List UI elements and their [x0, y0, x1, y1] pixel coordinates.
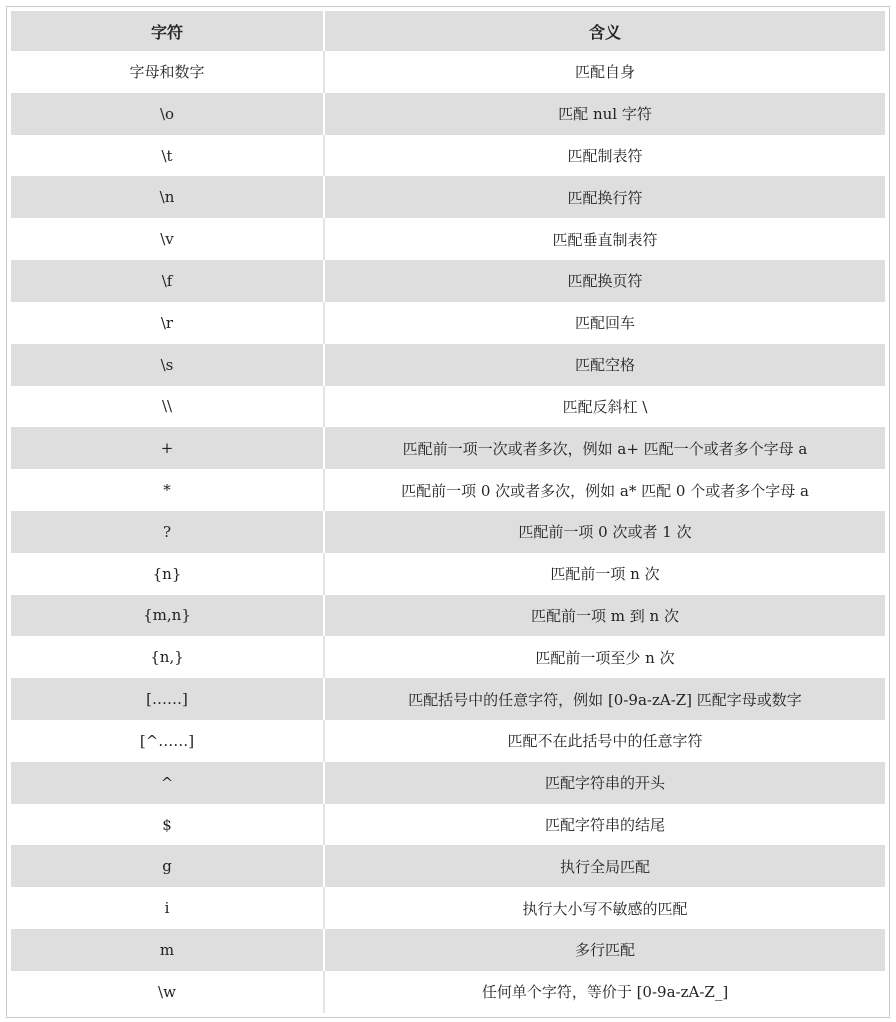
char-cell: ^ — [11, 762, 325, 804]
meaning-cell: 匹配前一项 n 次 — [325, 553, 885, 595]
char-cell: $ — [11, 804, 325, 846]
char-cell: {n} — [11, 553, 325, 595]
meaning-cell: 匹配括号中的任意字符，例如 [0-9a-zA-Z] 匹配字母或数字 — [325, 678, 885, 720]
meaning-cell: 匹配换页符 — [325, 260, 885, 302]
meaning-cell: 匹配制表符 — [325, 135, 885, 177]
meaning-cell: 匹配前一项至少 n 次 — [325, 636, 885, 678]
table-row — [11, 762, 885, 804]
char-cell: \f — [11, 260, 325, 302]
table-row — [11, 302, 885, 344]
meaning-cell: 匹配垂直制表符 — [325, 218, 885, 260]
meaning-cell: 匹配前一项一次或者多次，例如 a+ 匹配一个或者多个字母 a — [325, 427, 885, 469]
table-row — [11, 595, 885, 637]
table-row — [11, 929, 885, 971]
table-row — [11, 51, 885, 93]
meaning-cell: 执行大小写不敏感的匹配 — [325, 887, 885, 929]
meaning-cell: 匹配不在此括号中的任意字符 — [325, 720, 885, 762]
table-header-row — [11, 11, 885, 51]
meaning-cell: 匹配换行符 — [325, 176, 885, 218]
table-row — [11, 678, 885, 720]
char-cell: \v — [11, 218, 325, 260]
table-row — [11, 887, 885, 929]
table-row — [11, 218, 885, 260]
char-cell: \o — [11, 93, 325, 135]
header-char: 字符 — [11, 11, 325, 51]
char-cell: {n,} — [11, 636, 325, 678]
table-row — [11, 720, 885, 762]
char-cell: \n — [11, 176, 325, 218]
table-row — [11, 636, 885, 678]
meaning-cell: 匹配回车 — [325, 302, 885, 344]
char-cell: \w — [11, 971, 325, 1013]
meaning-cell: 匹配前一项 0 次或者 1 次 — [325, 511, 885, 553]
header-meaning: 含义 — [325, 11, 885, 51]
table-row — [11, 386, 885, 428]
meaning-cell: 匹配前一项 m 到 n 次 — [325, 595, 885, 637]
meaning-cell: 匹配空格 — [325, 344, 885, 386]
table-row — [11, 511, 885, 553]
char-cell: 字母和数字 — [11, 51, 325, 93]
char-cell: [……] — [11, 678, 325, 720]
char-cell: [^……] — [11, 720, 325, 762]
table-row — [11, 971, 885, 1013]
char-cell: m — [11, 929, 325, 971]
char-cell: g — [11, 845, 325, 887]
meaning-cell: 多行匹配 — [325, 929, 885, 971]
table-row — [11, 176, 885, 218]
table-row — [11, 135, 885, 177]
char-cell: i — [11, 887, 325, 929]
table-row — [11, 427, 885, 469]
table-row — [11, 93, 885, 135]
meaning-cell: 匹配字符串的开头 — [325, 762, 885, 804]
meaning-cell: 执行全局匹配 — [325, 845, 885, 887]
table-row — [11, 344, 885, 386]
table-row — [11, 804, 885, 846]
regex-reference-table-frame — [6, 6, 890, 1018]
meaning-cell: 匹配字符串的结尾 — [325, 804, 885, 846]
char-cell: {m,n} — [11, 595, 325, 637]
table-row — [11, 260, 885, 302]
table-row — [11, 845, 885, 887]
meaning-cell: 任何单个字符，等价于 [0-9a-zA-Z_] — [325, 971, 885, 1013]
meaning-cell: 匹配前一项 0 次或者多次，例如 a* 匹配 0 个或者多个字母 a — [325, 469, 885, 511]
table-row — [11, 553, 885, 595]
meaning-cell: 匹配反斜杠 \ — [325, 386, 885, 428]
regex-reference-table — [11, 11, 885, 1013]
char-cell: \\ — [11, 386, 325, 428]
table-body — [11, 51, 885, 1013]
meaning-cell: 匹配 nul 字符 — [325, 93, 885, 135]
table-row — [11, 469, 885, 511]
char-cell: \s — [11, 344, 325, 386]
meaning-cell: 匹配自身 — [325, 51, 885, 93]
char-cell: + — [11, 427, 325, 469]
char-cell: ? — [11, 511, 325, 553]
char-cell: \t — [11, 135, 325, 177]
char-cell: \r — [11, 302, 325, 344]
char-cell: * — [11, 469, 325, 511]
